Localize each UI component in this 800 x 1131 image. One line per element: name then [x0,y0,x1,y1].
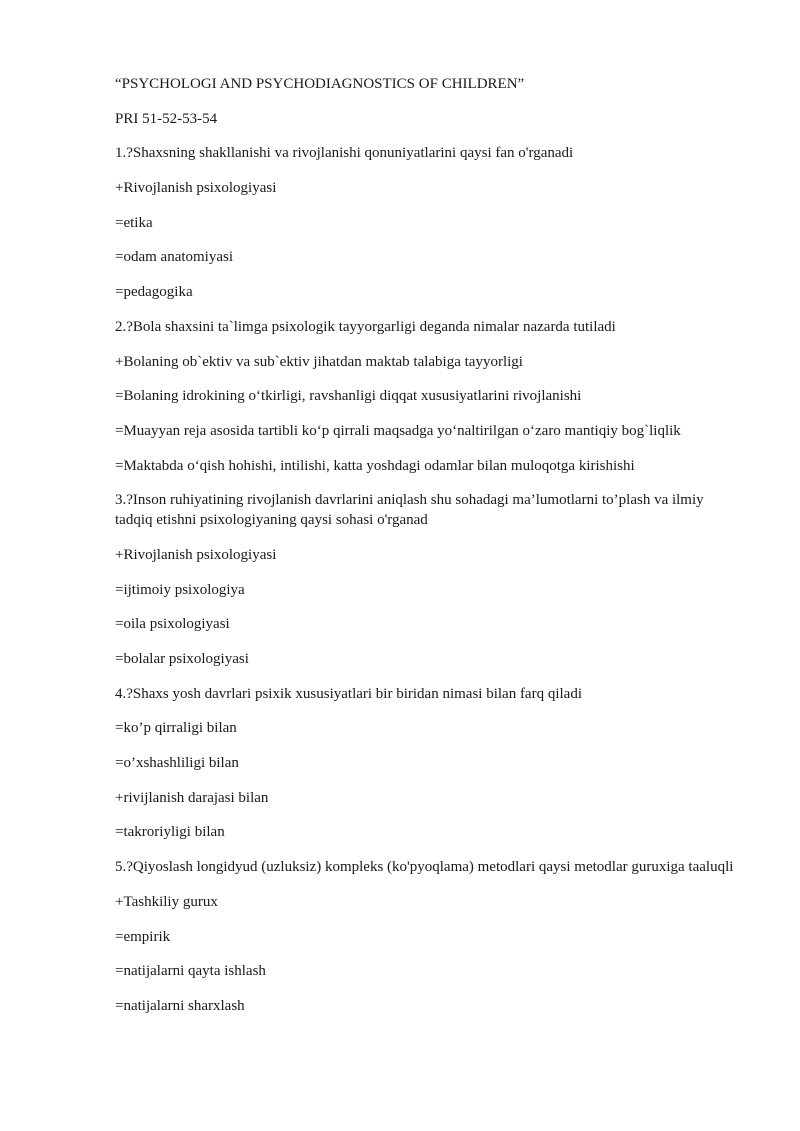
question-3: 3.?Inson ruhiyatining rivojlanish davrlarini aniqlash shu sohadagi ma’lumotlarni to’plash va ilmiy tadqiq etishni psixologiyaning qaysi sohasi o'rganad [115,492,704,529]
answer-option: =o’xshashliligi bilan [115,755,239,772]
answer-option: =oila psixologiyasi [115,616,230,633]
answer-option: =empirik [115,928,171,945]
question-1: 1.?Shaxsning shakllanishi va rivojlanishi qonuniyatlarini qaysi fan o'rganadi [115,145,574,162]
answer-option: =Bolaning idrokining o‘tkirligi, ravshanligi diqqat xususiyatlarini rivojlanishi [115,388,582,405]
answer-correct: +Bolaning ob`ektiv va sub`ektiv jihatdan maktab talabiga tayyorligi [115,353,523,370]
answer-option: =pedagogika [115,284,193,301]
answer-option: =natijalarni qayta ishlash [115,963,266,980]
answer-option: =etika [115,214,153,231]
answer-option: =odam anatomiyasi [115,249,234,266]
answer-correct: +rivijlanish darajasi bilan [115,789,269,806]
answer-correct: +Tashkiliy gurux [115,893,218,910]
answer-option: =natijalarni sharxlash [115,997,245,1014]
question-5: 5.?Qiyoslash longidyud (uzluksiz) kompleks (ko'pyoqlama) metodlari qaysi metodlar guruxiga taaluqli [115,859,734,876]
question-2: 2.?Bola shaxsini ta`limga psixologik tayyorgarligi deganda nimalar nazarda tutiladi [115,318,616,335]
answer-correct: +Rivojlanish psixologiyasi [115,546,277,563]
document-code: PRI 51-52-53-54 [115,110,218,127]
answer-option: =ijtimoiy psixologiya [115,581,245,598]
answer-option: =Muayyan reja asosida tartibli ko‘p qirrali maqsadga yo‘naltirilgan o‘zaro mantiqiy bog`liqlik [115,422,681,439]
answer-option: =takroriyligi bilan [115,824,225,841]
document-title: “PSYCHOLOGI AND PSYCHODIAGNOSTICS OF CHILDREN” [115,76,525,92]
answer-correct: +Rivojlanish psixologiyasi [115,180,277,197]
answer-option: =ko’p qirraligi bilan [115,720,237,737]
answer-option: =bolalar psixologiyasi [115,651,249,667]
answer-option: =Maktabda o‘qish hohishi, intilishi, katta yoshdagi odamlar bilan muloqotga kirishishi [115,457,635,474]
question-4: 4.?Shaxs yosh davrlari psixik xususiyatlari bir biridan nimasi bilan farq qiladi [115,685,582,702]
